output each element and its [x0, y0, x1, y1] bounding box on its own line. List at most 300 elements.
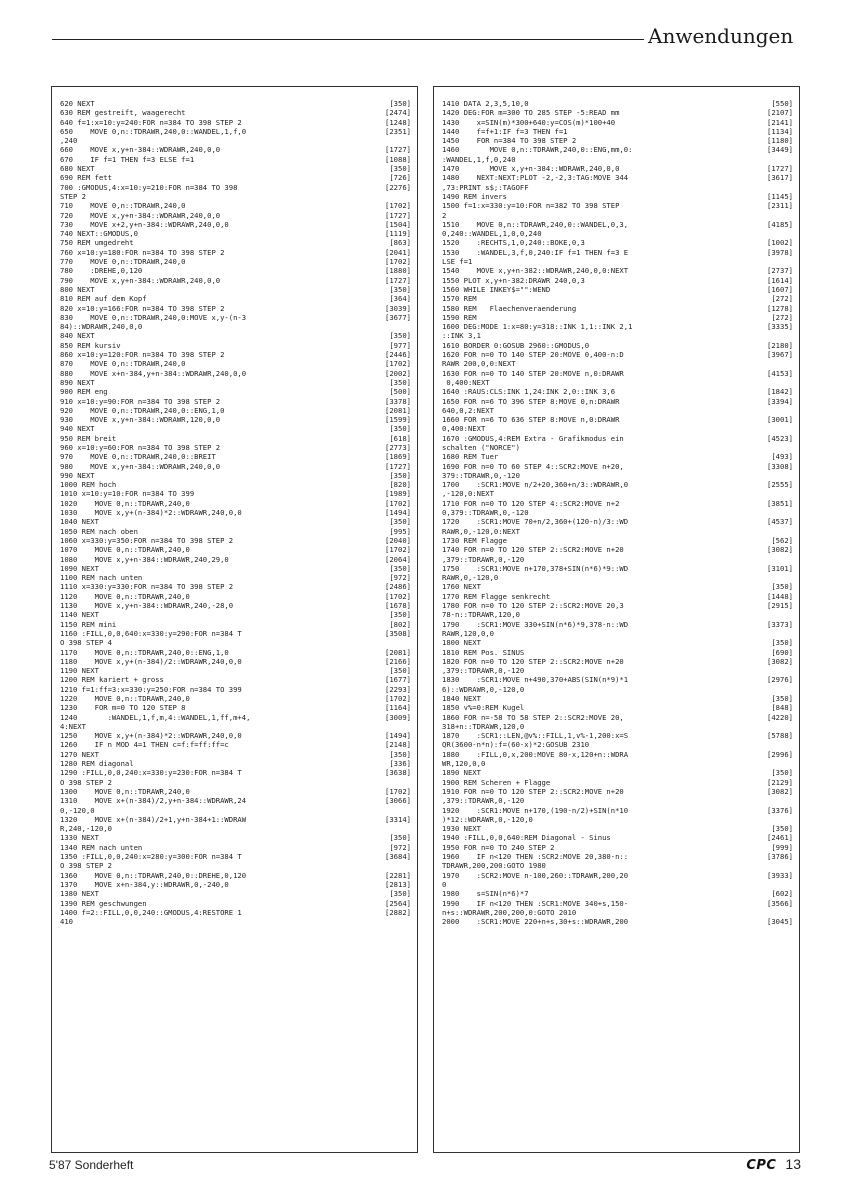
code-text: 0,379::TDRAWR,0,-120 — [442, 508, 529, 518]
code-text: 1310 MOVE x+(n-384)/2,y+n-384::WDRAWR,24 — [60, 796, 247, 806]
code-line — [442, 750, 793, 759]
code-text: 1300 MOVE 0,n::TDRAWR,240,0 — [60, 786, 190, 796]
code-text: 1500 f=1:x=330:y=10:FOR n=382 TO 398 STEP — [442, 201, 620, 211]
checksum: [4153] — [767, 368, 793, 378]
code-line — [60, 833, 411, 842]
checksum: [1702] — [385, 786, 411, 796]
code-text: 1670 :GMODUS,4:REM Extra - Grafikmodus ein — [442, 433, 624, 443]
checksum: [1989] — [385, 489, 411, 499]
code-text: ,240 — [60, 136, 78, 146]
checksum — [745, 424, 793, 433]
checksum: [3449] — [767, 145, 793, 155]
checksum: [1180] — [767, 136, 793, 146]
checksum: [972] — [389, 573, 411, 583]
code-text: RAWR,0,-120,0 — [442, 573, 499, 583]
checksum: [350] — [389, 517, 411, 527]
code-line — [60, 685, 411, 694]
code-line — [442, 861, 793, 870]
checksum: [550] — [771, 99, 793, 108]
checksum: [1727] — [385, 210, 411, 220]
code-line — [442, 471, 793, 480]
code-text: 1060 x=330:y=350:FOR n=384 TO 398 STEP 2 — [60, 535, 234, 545]
code-line — [442, 145, 793, 154]
code-text: 0,400:NEXT — [442, 377, 490, 387]
code-line — [442, 610, 793, 619]
code-line — [60, 573, 411, 582]
checksum: [863] — [389, 238, 411, 248]
code-text: 1020 MOVE 0,n::TDRAWR,240,0 — [60, 498, 190, 508]
code-text: 379::TDRAWR,0,-120 — [442, 470, 520, 480]
code-text: 810 REM auf dem Kopf — [60, 294, 147, 304]
checksum: [350] — [389, 284, 411, 294]
code-line — [442, 397, 793, 406]
code-text: 880 MOVE x+n-384,y+n-384::WDRAWR,240,0,0 — [60, 368, 247, 378]
code-line — [442, 899, 793, 908]
code-text: 1810 REM Pos. SINUS — [442, 647, 525, 657]
checksum: [2148] — [385, 740, 411, 750]
code-line — [60, 499, 411, 508]
checksum: [350] — [771, 582, 793, 592]
code-line — [442, 369, 793, 378]
code-line — [442, 889, 793, 898]
code-text: 1870 :SCR1::LEN,@v%::FILL,1,v%-1,200:x=S — [442, 731, 629, 741]
code-line — [442, 248, 793, 257]
checksum: [562] — [771, 535, 793, 545]
code-text: 1260 IF n MOD 4=1 THEN c=f:f=ff:ff=c — [60, 740, 229, 750]
checksum: [364] — [389, 294, 411, 304]
code-line — [60, 183, 411, 192]
code-line — [60, 796, 411, 805]
code-line — [60, 331, 411, 340]
listing-right — [434, 99, 799, 926]
code-line — [442, 387, 793, 396]
code-text: 1600 DEG:MODE 1:x=80:y=318::INK 1,1::INK 2,1 — [442, 322, 633, 332]
code-line — [60, 778, 411, 787]
code-text: 1850 v%=0:REM Kugel — [442, 703, 525, 713]
checksum: [2040] — [385, 535, 411, 545]
code-text: 1010 x=10:y=10:FOR n=384 TO 399 — [60, 489, 195, 499]
code-line — [442, 564, 793, 573]
code-text: 630 REM gestreift, waagerecht — [60, 108, 186, 118]
code-text: 1970 :SCR2:MOVE n-100,260::TDRAWR,200,20 — [442, 870, 629, 880]
code-text: 1030 MOVE x,y+(n-384)*2::WDRAWR,240,0,0 — [60, 508, 242, 518]
checksum: [350] — [389, 749, 411, 759]
code-line — [442, 294, 793, 303]
checksum: [3001] — [767, 415, 793, 425]
code-text: 1230 FOR m=0 TO 120 STEP 8 — [60, 703, 186, 713]
code-text: n+s::WDRAWR,200,200,0:GOTO 2010 — [442, 907, 577, 917]
code-text: 1380 NEXT — [60, 889, 99, 899]
code-line — [442, 229, 793, 238]
checksum — [745, 666, 793, 675]
checksum: [2293] — [385, 684, 411, 694]
code-line — [60, 136, 411, 145]
code-line — [442, 415, 793, 424]
code-text: 780 :DREHE,0,120 — [60, 266, 143, 276]
checksum: [2081] — [385, 405, 411, 415]
checksum — [745, 331, 793, 340]
code-text: TDRAWR,200,200:GOTO 1980 — [442, 861, 546, 871]
code-line — [442, 331, 793, 340]
code-line — [442, 620, 793, 629]
checksum: [2276] — [385, 182, 411, 192]
code-text: 1040 NEXT — [60, 517, 99, 527]
checksum — [745, 359, 793, 368]
checksum: [3617] — [767, 173, 793, 183]
checksum: [350] — [389, 424, 411, 434]
code-line — [60, 824, 411, 833]
checksum: [1842] — [767, 387, 793, 397]
checksum: [1702] — [385, 498, 411, 508]
code-text: 970 MOVE 0,n::TDRAWR,240,0::BREIT — [60, 452, 216, 462]
code-text: 2000 :SCR1:MOVE 220+n+s,30+s::WDRAWR,200 — [442, 917, 629, 927]
code-line — [60, 173, 411, 182]
code-line — [442, 434, 793, 443]
checksum: [350] — [389, 563, 411, 573]
code-line — [442, 545, 793, 554]
checksum: [1880] — [385, 266, 411, 276]
code-line — [442, 806, 793, 815]
code-text: 830 MOVE 0,n::TDRAWR,240,0:MOVE x,y-(n-3 — [60, 312, 247, 322]
code-text: 1590 REM — [442, 312, 477, 322]
checksum — [745, 815, 793, 824]
checksum: [1678] — [385, 601, 411, 611]
code-text: 1950 FOR n=0 TO 240 STEP 2 — [442, 842, 555, 852]
checksum — [745, 740, 793, 749]
code-text: ::INK 3,1 — [442, 331, 481, 341]
code-text: 84)::WDRAWR,240,0,0 — [60, 322, 143, 332]
code-text: 1330 NEXT — [60, 833, 99, 843]
code-line — [442, 173, 793, 182]
code-line — [442, 201, 793, 210]
code-line — [60, 889, 411, 898]
code-text: ,-120,0:NEXT — [442, 489, 494, 499]
code-line — [60, 201, 411, 210]
code-text: 1460 MOVE 0,n::TDRAWR,240,0::ENG,mm,0: — [442, 145, 633, 155]
checksum: [350] — [771, 768, 793, 778]
checksum: [4185] — [767, 219, 793, 229]
code-line — [60, 852, 411, 861]
code-line — [442, 99, 793, 108]
code-line — [60, 917, 411, 926]
code-text: 0 — [442, 879, 447, 889]
checksum: [3009] — [385, 712, 411, 722]
checksum: [1702] — [385, 694, 411, 703]
code-line — [442, 285, 793, 294]
code-line — [60, 229, 411, 238]
code-line — [60, 443, 411, 452]
code-line — [60, 582, 411, 591]
checksum: [1607] — [767, 284, 793, 294]
checksum: [1145] — [767, 191, 793, 201]
code-line — [442, 629, 793, 638]
code-line — [60, 601, 411, 610]
checksum: [2737] — [767, 266, 793, 276]
code-line — [442, 871, 793, 880]
code-line — [442, 778, 793, 787]
code-line — [60, 257, 411, 266]
code-line — [442, 489, 793, 498]
code-line — [442, 880, 793, 889]
checksum: [1869] — [385, 452, 411, 462]
checksum — [363, 778, 411, 787]
code-line — [60, 722, 411, 731]
checksum: [1702] — [385, 591, 411, 601]
section-title: Anwendungen — [648, 24, 794, 48]
header-rule — [52, 39, 644, 40]
code-text: 1750 :SCR1:MOVE n+170,378+SIN(n*6)*9::WD — [442, 563, 629, 573]
code-text: 1440 f=f+1:IF f=3 THEN f=1 — [442, 126, 568, 136]
code-line — [442, 787, 793, 796]
checksum — [745, 155, 793, 164]
checksum: [1702] — [385, 545, 411, 555]
checksum — [363, 722, 411, 731]
checksum: [802] — [389, 619, 411, 629]
code-line — [60, 359, 411, 368]
checksum: [2486] — [385, 582, 411, 592]
code-text: 1820 FOR n=0 TO 120 STEP 2::SCR2:MOVE n+20 — [442, 656, 624, 666]
code-line — [60, 908, 411, 917]
code-text: :WANDEL,1,f,0,240 — [442, 154, 516, 164]
code-line — [442, 592, 793, 601]
code-text: 1180 MOVE x,y+(n-384)/2::WDRAWR,240,0,0 — [60, 656, 242, 666]
code-text: 1480 NEXT:NEXT:PLOT -2,-2,3:TAG:MOVE 344 — [442, 173, 629, 183]
code-text: 1530 :WANDEL,3,f,0,240:IF f=1 THEN f=3 E — [442, 247, 629, 257]
checksum: [995] — [389, 526, 411, 536]
code-text: 680 NEXT — [60, 164, 95, 174]
code-text: 720 MOVE x,y+n-384::WDRAWR,240,0,0 — [60, 210, 221, 220]
code-text: 1710 FOR n=0 TO 120 STEP 4::SCR2:MOVE n+2 — [442, 498, 620, 508]
code-line — [60, 350, 411, 359]
code-line — [442, 824, 793, 833]
checksum — [745, 722, 793, 731]
code-line — [442, 118, 793, 127]
checksum: [690] — [771, 647, 793, 657]
code-text: schalten ("NORCE") — [442, 442, 520, 452]
code-text: 1320 MOVE x+(n-384)/2+1,y+n-384+1::WDRAW — [60, 814, 247, 824]
code-line — [60, 675, 411, 684]
code-line — [442, 815, 793, 824]
code-line — [442, 657, 793, 666]
code-text: 1050 REM nach oben — [60, 526, 138, 536]
code-line — [60, 750, 411, 759]
code-line — [442, 211, 793, 220]
code-line — [60, 118, 411, 127]
code-line — [442, 648, 793, 657]
checksum — [745, 573, 793, 582]
code-line — [442, 508, 793, 517]
checksum: [2555] — [767, 480, 793, 490]
code-text: 1980 s=SIN(n*6)*7 — [442, 889, 529, 899]
code-line — [60, 322, 411, 331]
code-line — [442, 499, 793, 508]
checksum: [350] — [389, 833, 411, 843]
checksum — [363, 638, 411, 647]
checksum: [350] — [389, 331, 411, 341]
code-line — [442, 108, 793, 117]
code-line — [60, 369, 411, 378]
code-text: O 398 STEP 4 — [60, 638, 112, 648]
checksum: [1504] — [385, 219, 411, 229]
code-text: 1720 :SCR1:MOVE 70+n/2,360+(120-n)/3::WD — [442, 517, 629, 527]
checksum: [1119] — [385, 229, 411, 239]
checksum: [3314] — [385, 814, 411, 824]
code-line — [442, 573, 793, 582]
code-line — [60, 815, 411, 824]
checksum: [350] — [389, 470, 411, 480]
code-line — [60, 145, 411, 154]
code-text: 1920 :SCR1:MOVE n+170,(190-n/2)+SIN(n*10 — [442, 805, 629, 815]
code-text: 1140 NEXT — [60, 610, 99, 620]
code-line — [442, 833, 793, 842]
checksum: [2180] — [767, 340, 793, 350]
code-line — [60, 657, 411, 666]
checksum: [2002] — [385, 368, 411, 378]
code-line — [442, 740, 793, 749]
code-text: O 398 STEP 2 — [60, 777, 112, 787]
code-line — [442, 424, 793, 433]
code-line — [60, 536, 411, 545]
code-line — [60, 108, 411, 117]
code-line — [60, 806, 411, 815]
code-text: 1900 REM Scheren + Flagge — [442, 777, 551, 787]
checksum: [3308] — [767, 461, 793, 471]
code-text: 1640 :RAUS:CLS:INK 1,24:INK 2,0::INK 3,6 — [442, 387, 616, 397]
code-line — [60, 638, 411, 647]
checksum: [2564] — [385, 898, 411, 908]
code-text: 318+n::TDRAWR,120,0 — [442, 721, 525, 731]
checksum: [1702] — [385, 201, 411, 211]
code-text: 1860 FOR n=-58 TO 58 STEP 2::SCR2:MOVE 20, — [442, 712, 624, 722]
checksum — [745, 629, 793, 638]
code-line — [442, 183, 793, 192]
code-line — [60, 620, 411, 629]
checksum — [745, 759, 793, 768]
code-text: 1960 IF n<120 THEN :SCR2:MOVE 20,380-n:: — [442, 852, 629, 862]
code-line — [442, 843, 793, 852]
code-line — [442, 694, 793, 703]
code-line — [60, 703, 411, 712]
code-text: 1630 FOR n=0 TO 140 STEP 20:MOVE n,0:DRAWR — [442, 368, 624, 378]
checksum — [745, 443, 793, 452]
checksum: [1088] — [385, 154, 411, 164]
code-text: STEP 2 — [60, 191, 86, 201]
checksum: [350] — [389, 889, 411, 899]
code-line — [60, 155, 411, 164]
code-line — [442, 666, 793, 675]
code-line — [60, 694, 411, 703]
checksum: [2976] — [767, 675, 793, 685]
issue-label: 5'87 Sonderheft — [49, 1158, 134, 1172]
code-text: 690 REM fett — [60, 173, 112, 183]
checksum: [3851] — [767, 498, 793, 508]
code-text: 1780 FOR n=0 TO 120 STEP 2::SCR2:MOVE 20,3 — [442, 601, 624, 611]
checksum: [350] — [389, 99, 411, 108]
checksum: [3933] — [767, 870, 793, 880]
code-text: 1660 FOR n=6 TO 636 STEP 8:MOVE n,0:DRAWR — [442, 415, 620, 425]
code-text: 1280 REM diagonal — [60, 759, 134, 769]
code-text: 1210 f=1:ff=3:x=330:y=250:FOR n=384 TO 399 — [60, 684, 242, 694]
code-line — [442, 759, 793, 768]
code-text: 0,240::WANDEL,1,0,0,240 — [442, 229, 542, 239]
code-text: )*12::WDRAWR,0,-120,0 — [442, 814, 533, 824]
checksum: [1702] — [385, 257, 411, 267]
checksum — [363, 824, 411, 833]
checksum: [1677] — [385, 675, 411, 685]
checksum — [745, 880, 793, 889]
code-text: 1410 DATA 2,3,5,10,0 — [442, 99, 529, 108]
code-text: 1830 :SCR1:MOVE n+490,370+ABS(SIN(n*9)*1 — [442, 675, 629, 685]
code-text: 1540 MOVE x,y+n-382::WDRAWR,240,0,0:NEXT — [442, 266, 629, 276]
checksum: [2166] — [385, 656, 411, 666]
checksum: [350] — [389, 666, 411, 676]
code-line — [442, 462, 793, 471]
checksum — [745, 489, 793, 498]
checksum — [363, 861, 411, 870]
code-text: 1890 NEXT — [442, 768, 481, 778]
checksum: [3967] — [767, 350, 793, 360]
code-text: 990 NEXT — [60, 470, 95, 480]
code-line — [442, 155, 793, 164]
checksum — [745, 183, 793, 192]
code-line — [60, 880, 411, 889]
code-text: 1080 MOVE x,y+n-384::WDRAWR,240,29,0 — [60, 554, 229, 564]
checksum: [1614] — [767, 275, 793, 285]
code-line — [60, 759, 411, 768]
code-text: O 398 STEP 2 — [60, 861, 112, 871]
checksum: [2461] — [767, 833, 793, 843]
code-line — [442, 406, 793, 415]
checksum: [2882] — [385, 907, 411, 917]
code-line — [442, 527, 793, 536]
code-line — [60, 192, 411, 201]
checksum — [745, 861, 793, 870]
checksum — [745, 378, 793, 387]
checksum: [3378] — [385, 396, 411, 406]
code-text: 1550 PLOT x,y+n-382:DRAWR 240,0,3 — [442, 275, 585, 285]
checksum: [2281] — [385, 870, 411, 880]
checksum: [5788] — [767, 731, 793, 741]
code-line — [60, 127, 411, 136]
code-text: 1250 MOVE x,y+(n-384)*2::WDRAWR,240,0,0 — [60, 731, 242, 741]
code-text: 4:NEXT — [60, 721, 86, 731]
checksum: [2996] — [767, 749, 793, 759]
code-text: 640,0,2:NEXT — [442, 405, 494, 415]
code-text: 1120 MOVE 0,n::TDRAWR,240,0 — [60, 591, 190, 601]
code-line — [60, 843, 411, 852]
code-line — [442, 350, 793, 359]
checksum: [272] — [771, 294, 793, 304]
code-text: 1400 f=2::FILL,0,0,240::GMODUS,4:RESTORE 1 — [60, 907, 242, 917]
code-text: 0,-120,0 — [60, 805, 95, 815]
checksum: [602] — [771, 889, 793, 899]
code-text: 800 NEXT — [60, 284, 95, 294]
code-text: 930 MOVE x,y+n-384::WDRAWR,120,0,0 — [60, 415, 221, 425]
code-text: 1370 MOVE x+n-384,y::WDRAWR,0,-240,0 — [60, 879, 229, 889]
code-line — [60, 211, 411, 220]
code-text: 1470 MOVE x,y+n-384::WDRAWR,240,0,0 — [442, 164, 620, 174]
checksum: [3684] — [385, 852, 411, 862]
code-text: 1150 REM mini — [60, 619, 117, 629]
checksum — [745, 406, 793, 415]
checksum: [272] — [771, 312, 793, 322]
code-line — [60, 220, 411, 229]
code-line — [60, 527, 411, 536]
checksum: [2773] — [385, 442, 411, 452]
checksum: [2474] — [385, 108, 411, 118]
code-text: 1760 NEXT — [442, 582, 481, 592]
code-text: 1290 :FILL,0,0,240:x=330:y=230:FOR n=384 T — [60, 768, 242, 778]
